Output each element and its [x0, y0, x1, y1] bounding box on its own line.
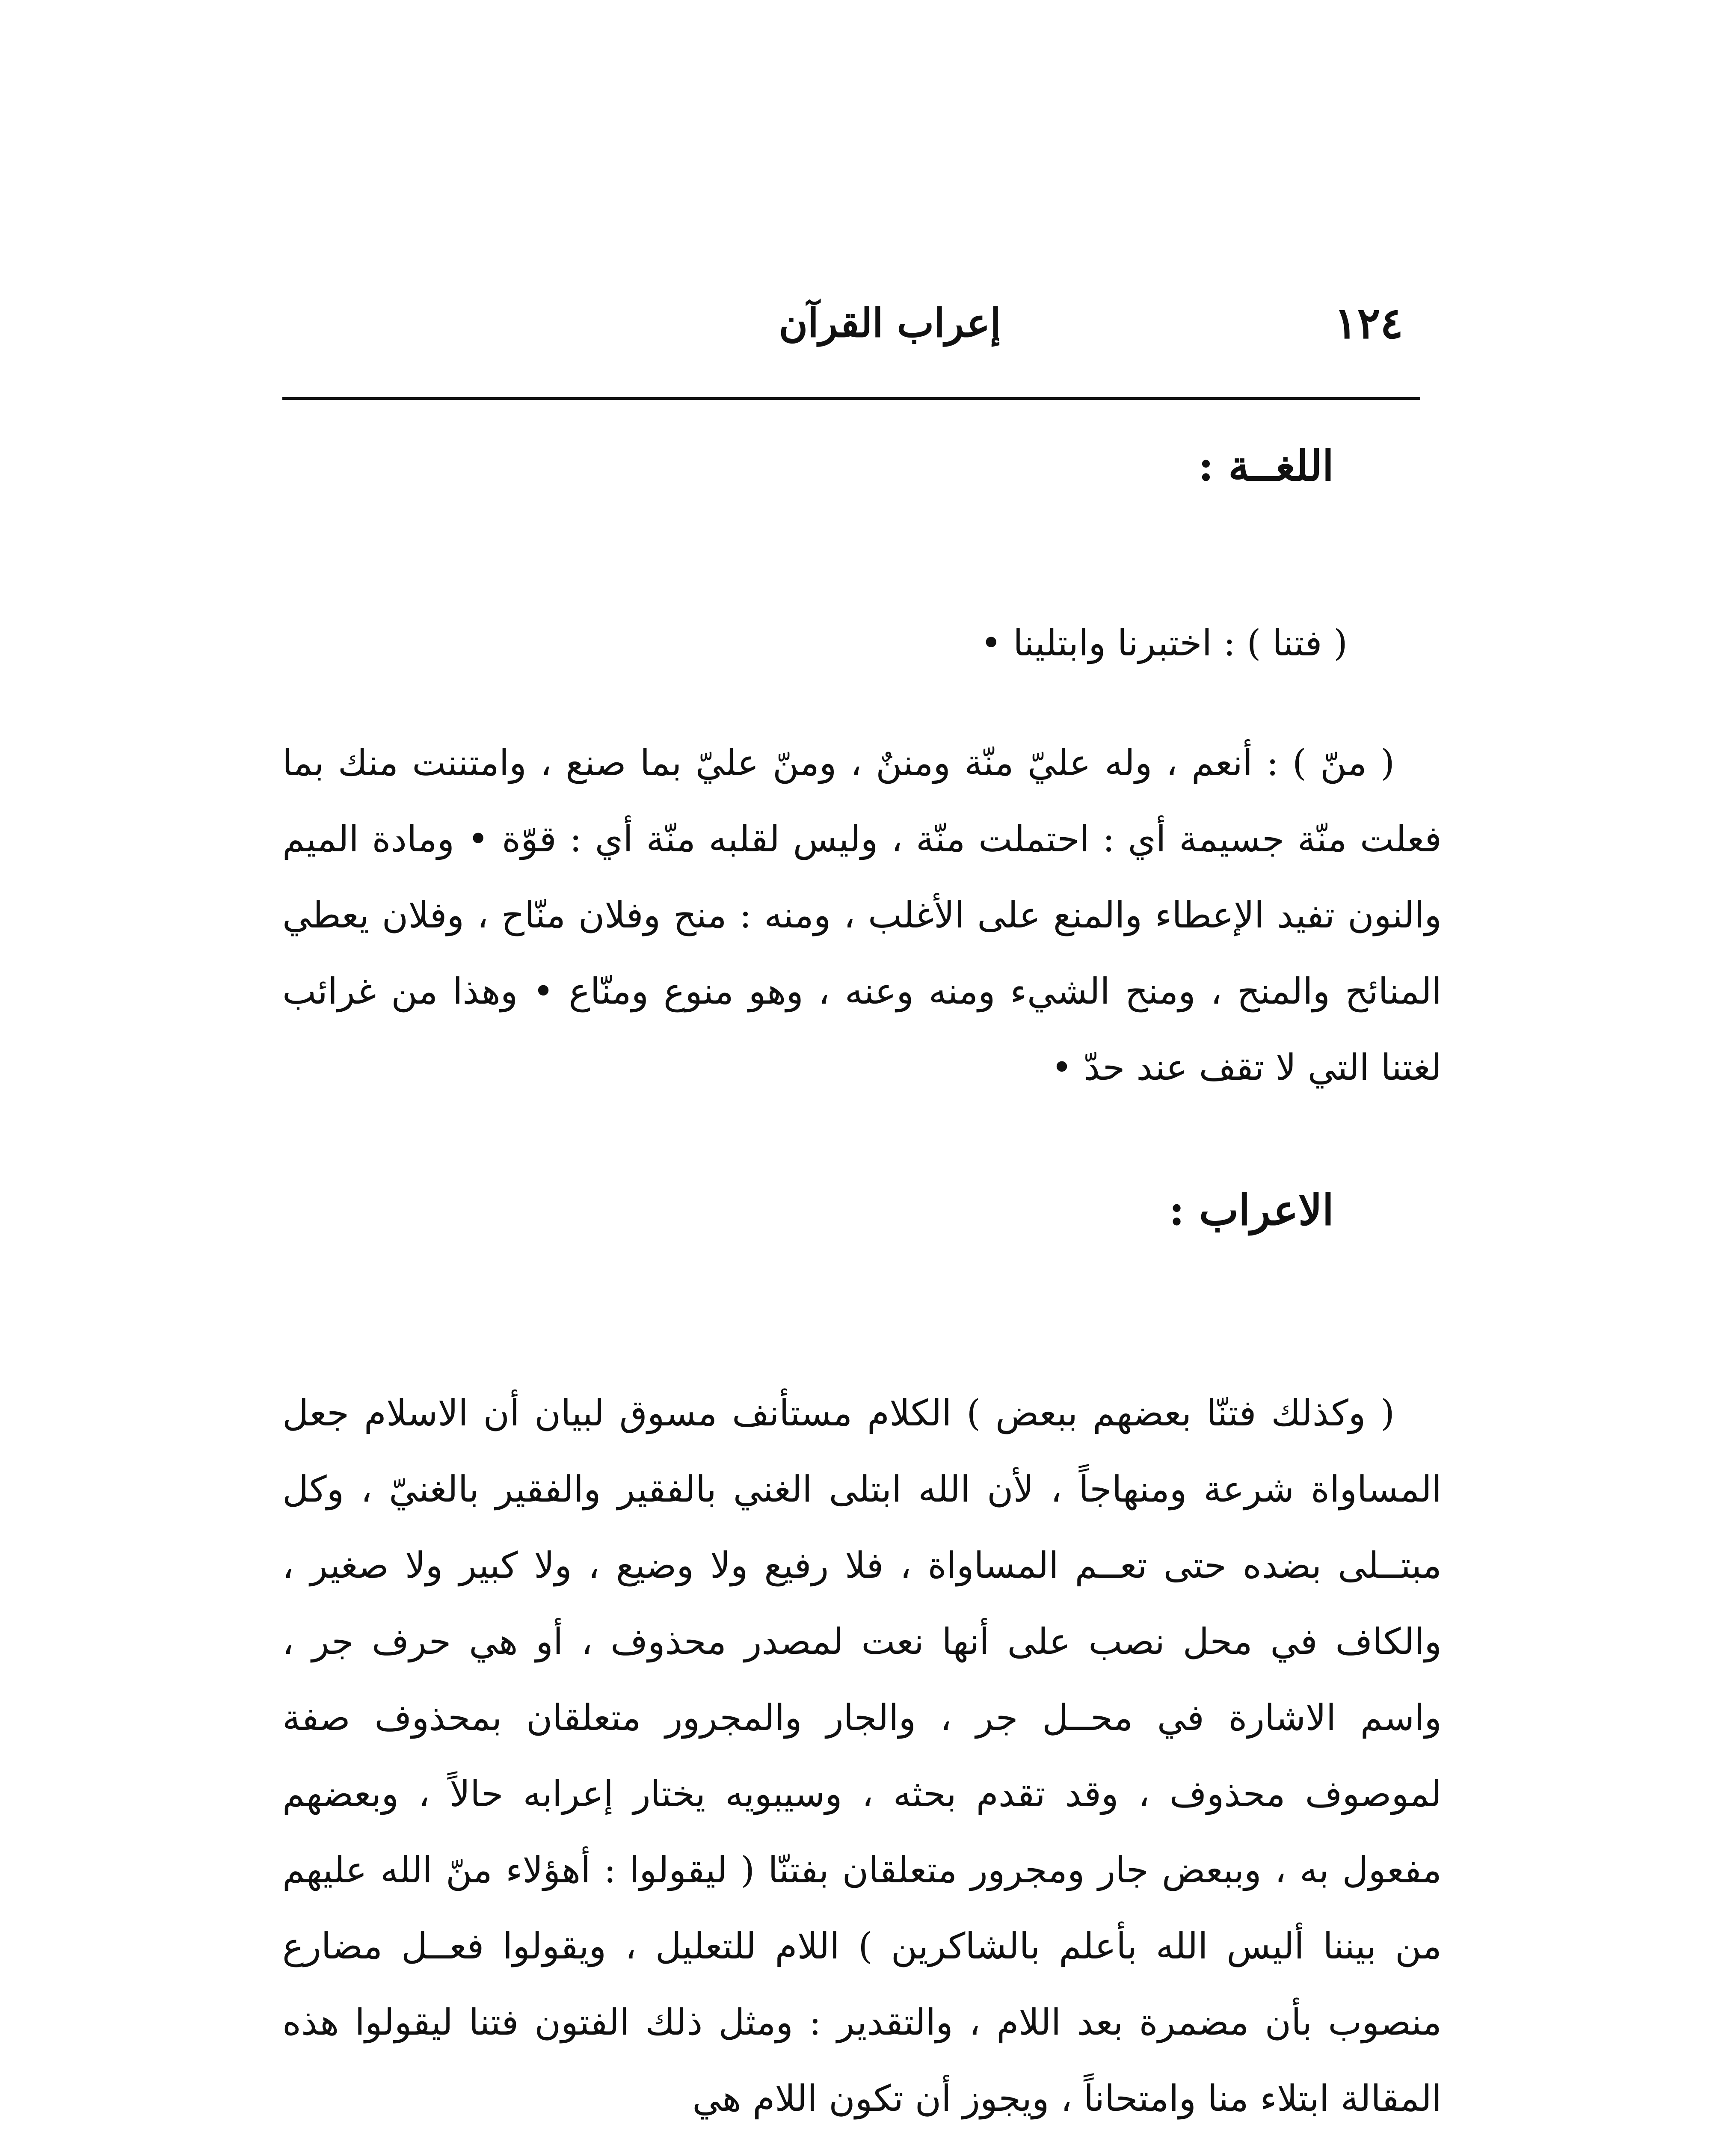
section-heading-lugha: اللغــة :: [1198, 441, 1334, 491]
paragraph-kadhalika: ( وكذلك فتنّا بعضهم ببعض ) الكلام مستأنف مسوق لبيان أن الاسلام جعل المساواة شرعة ومنهاجاً ، لأن الله ابتلى الغني بالفقير والفقير بالغنيّ ، وكل مبتــلى بضده حتى تعــم المساواة ، فلا رفيع ولا وضيع ، ولا كبير ولا صغير ، والكاف في محل نصب على أنها نعت لمصدر محذوف ، أو هي حرف جر ، واسم الاشارة في محــل جر ، والجار والمجرور متعلقان بمحذوف صفة لموصوف محذوف ، وقد تقدم بحثه ، وسيبويه يختار إعرابه حالاً ، وبعضهم مفعول به ، وببعض جار ومجرور متعلقان بفتنّا ( ليقولوا : أهؤلاء منّ الله عليهم من بيننا أليس الله بأعلم بالشاكرين ) اللام للتعليل ، ويقولوا فعــل مضارع منصوب بأن مضمرة بعد اللام ، والتقدير : ومثل ذلك الفتون فتنا ليقولوا هذه المقالة ابتلاء منا وامتحاناً ، ويجوز أن تكون اللام هي: [282, 1392, 1442, 2119]
book-title: إعراب القرآن: [779, 300, 1001, 346]
paragraph-fatanna: ( فتنا ) : اختبرنا وابتلينا •: [980, 622, 1348, 664]
header-rule: [282, 397, 1420, 400]
section-heading-irab: الاعراب :: [1169, 1186, 1334, 1235]
paragraph-manna: ( منّ ) : أنعم ، وله عليّ منّة ومننٌ ، ومنّ عليّ بما صنع ، وامتننت منك بما فعلت منّة جسيمة أي : احتملت منّة ، وليس لقلبه منّة أي : قوّة • ومادة الميم والنون تفيد الإعطاء والمنع على الأغلب ، ومنه : منح وفلان منّاح ، وفلان يعطي المنائح والمنح ، ومنح الشيء ومنه وعنه ، وهو منوع ومنّاع • وهذا من غرائب لغتنا التي لا تقف عند حدّ •: [282, 742, 1442, 1088]
running-head: [282, 295, 1420, 351]
page-number: ١٢٤: [1334, 298, 1403, 348]
